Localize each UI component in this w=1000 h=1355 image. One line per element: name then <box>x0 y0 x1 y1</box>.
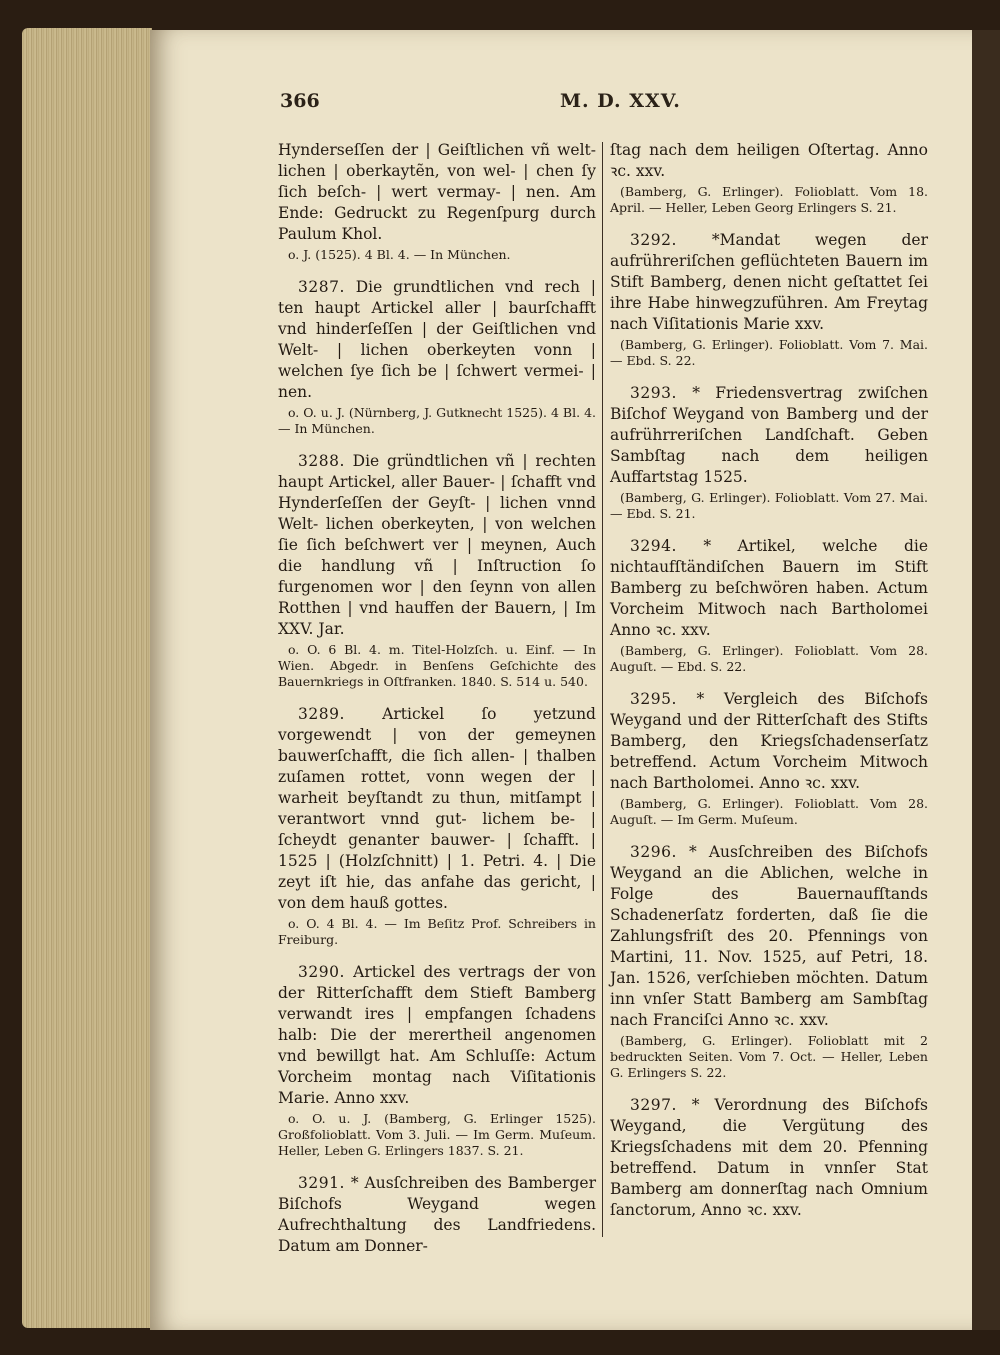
entry-title: * Friedensvertrag zwiſchen Biſchof Weygand von Bamberg und der aufrührreriſchen Landſchaft. Geben Sambſtag nach dem heiligen Auffartstag 1525. <box>610 384 928 486</box>
entry-title: Die grundtlichen vnd rech | ten haupt Artickel aller | baurſchafft vnd hinderſeſſen | der Geiſtlichen vnd Welt- | lichen oberkeyten vonn | welchen ſye ſich be | ſchwert vermei- | nen. <box>278 278 596 401</box>
left-column <box>278 140 596 1271</box>
catalog-entry-continuation <box>610 140 928 216</box>
entry-title: * Verordnung des Biſchofs Weygand, die Vergütung des Kriegsſchadens mit dem 20. Pfenning betreffend. Datum in vnnſer Stat Bamberg am donnerſtag nach Omnium ſanctorum, Anno ꝛc. xxv. <box>610 1096 928 1219</box>
entry-note: o. O. 4 Bl. 4. — Im Beſitz Prof. Schreibers in Freiburg. <box>278 916 596 947</box>
entry-number: 3297. <box>630 1096 677 1114</box>
catalog-entry-3290 <box>278 962 596 1159</box>
catalog-entry-3296 <box>610 842 928 1081</box>
entry-title: Die gründtlichen vñ | rechten haupt Artickel, aller Bauer- | ſchafft vnd Hynderſeſſen der Geyſt- | lichen vnnd Welt- lichen oberkeyten, | von welchen ſie ſich beſchwert ver | meynen, Auch die handlung vñ | Inſtruction ſo furgenomen wor | den ſeynn von allen Rotthen | vnd hauffen der Bauern, | Im XXV. Jar. <box>278 452 596 638</box>
entry-title: * Vergleich des Biſchofs Weygand und der Ritterſchaft des Stifts Bamberg, den Kriegsſchadenserſatz betreffend. Actum Vorcheim Mitwoch nach Bartholomei. Anno ꝛc. xxv. <box>610 690 928 792</box>
entry-number: 3291. <box>298 1174 345 1192</box>
entry-title: * Ausſchreiben des Biſchofs Weygand an die Ablichen, welche in Folge des Bauernaufſtands Schadenerſatz forderten, daß ſie die Zahlungsfriſt des 20. Pfennings von Martini, 11. Nov. 1525, auf Petri, 18. Jan. 1526, verſchieben möchten. Datum inn vnſer Statt Bamberg am Sambſtag nach Franciſci Anno ꝛc. xxv. <box>610 843 928 1029</box>
catalog-entry-3291 <box>278 1173 596 1257</box>
catalog-entry-3289 <box>278 704 596 948</box>
entry-title: * Artikel, welche die nichtaufſtändiſchen Bauern im Stift Bamberg zu beſchwören haben. Actum Vorcheim Mitwoch nach Bartholomei Anno ꝛc. xxv. <box>610 537 928 639</box>
catalog-entry-3294 <box>610 536 928 675</box>
entry-title: ſtag nach dem heiligen Oſtertag. Anno ꝛc. xxv. <box>610 141 928 180</box>
entry-title: *Mandat wegen der aufrühreriſchen geflüchteten Bauern im Stift Bamberg, denen nicht geſtattet ſei ihre Habe hinwegzuführen. Am Freytag nach Viſitationis Marie xxv. <box>610 231 928 333</box>
entry-number: 3287. <box>298 278 345 296</box>
book-page-edges <box>22 28 152 1328</box>
right-column <box>610 140 928 1235</box>
book-page <box>150 30 972 1330</box>
entry-note: o. O. 6 Bl. 4. m. Titel-Holzſch. u. Einf. — In Wien. Abgedr. in Benſens Geſchichte des Bauernkriegs in Oſtfranken. 1840. S. 514 u. 540. <box>278 642 596 689</box>
catalog-entry-3292 <box>610 230 928 369</box>
entry-note: o. O. u. J. (Nürnberg, J. Gutknecht 1525). 4 Bl. 4. — In München. <box>278 405 596 436</box>
entry-number: 3296. <box>630 843 677 861</box>
catalog-entry-3295 <box>610 689 928 828</box>
entry-note: o. O. u. J. (Bamberg, G. Erlinger 1525). Großfolioblatt. Vom 3. Juli. — Im Germ. Muſeum. Heller, Leben G. Erlingers 1837. S. 21. <box>278 1111 596 1158</box>
entry-number: 3295. <box>630 690 677 708</box>
entry-note: (Bamberg, G. Erlinger). Folioblatt. Vom 7. Mai. — Ebd. S. 22. <box>610 337 928 368</box>
page-number: 366 <box>280 90 320 112</box>
catalog-entry-3287 <box>278 277 596 437</box>
entry-note: (Bamberg, G. Erlinger). Folioblatt. Vom 28. Auguſt. — Im Germ. Muſeum. <box>610 796 928 827</box>
catalog-entry-continuation <box>278 140 596 263</box>
entry-note: o. J. (1525). 4 Bl. 4. — In München. <box>288 247 511 262</box>
column-divider <box>602 142 603 1237</box>
entry-number: 3292. <box>630 231 677 249</box>
entry-note: (Bamberg, G. Erlinger). Folioblatt. Vom 27. Mai. — Ebd. S. 21. <box>610 490 928 521</box>
catalog-entry-3293 <box>610 383 928 522</box>
entry-note: (Bamberg, G. Erlinger). Folioblatt mit 2 bedruckten Seiten. Vom 7. Oct. — Heller, Leben G. Erlingers S. 22. <box>610 1033 928 1080</box>
book-spine-right <box>972 30 1000 1330</box>
entry-number: 3289. <box>298 705 345 723</box>
running-title: M. D. XXV. <box>560 90 681 112</box>
entry-title: * Ausſchreiben des Bamberger Biſchofs Weygand wegen Aufrechthaltung des Landfriedens. Datum am Donner- <box>278 1174 596 1255</box>
entry-note: (Bamberg, G. Erlinger). Folioblatt. Vom 18. April. — Heller, Leben Georg Erlingers S. 21. <box>610 184 928 215</box>
entry-number: 3290. <box>298 963 345 981</box>
entry-title: Artickel des vertrags der von der Ritterſchafft dem Stieft Bamberg verwandt ires | empfangen ſchadens halb: Die der merertheil angenomen vnd bewillgt hat. Am Schluſſe: Actum Vorcheim montag nach Viſitationis Marie. Anno xxv. <box>278 963 596 1107</box>
entry-note: (Bamberg, G. Erlinger). Folioblatt. Vom 28. Auguſt. — Ebd. S. 22. <box>610 643 928 674</box>
entry-number: 3294. <box>630 537 677 555</box>
catalog-entry-3297 <box>610 1095 928 1221</box>
entry-number: 3288. <box>298 452 345 470</box>
entry-title: Artickel ſo yetzund vorgewendt | von der gemeynen bauwerſchafft, die ſich allen- | thalben zuſamen rottet, vonn wegen der | warheit beyſtandt zu thun, mitſampt | verantwort vnnd gut- lichem be- | ſcheydt genanter bauwer- | ſchafft. | 1525 | (Holzſchnitt) | 1. Petri. 4. | Die zeyt iſt hie, das anfahe das gericht, | von dem hauß gottes. <box>278 705 596 912</box>
catalog-entry-3288 <box>278 451 596 690</box>
entry-number: 3293. <box>630 384 677 402</box>
entry-title: Hynderseſſen der | Geiſtlichen vñ welt- lichen | oberkaytẽn, von wel- | chen ſy ſich beſch- | wert vermay- | nen. Am Ende: Gedruckt zu Regenſpurg durch Paulum Khol. <box>278 141 596 243</box>
